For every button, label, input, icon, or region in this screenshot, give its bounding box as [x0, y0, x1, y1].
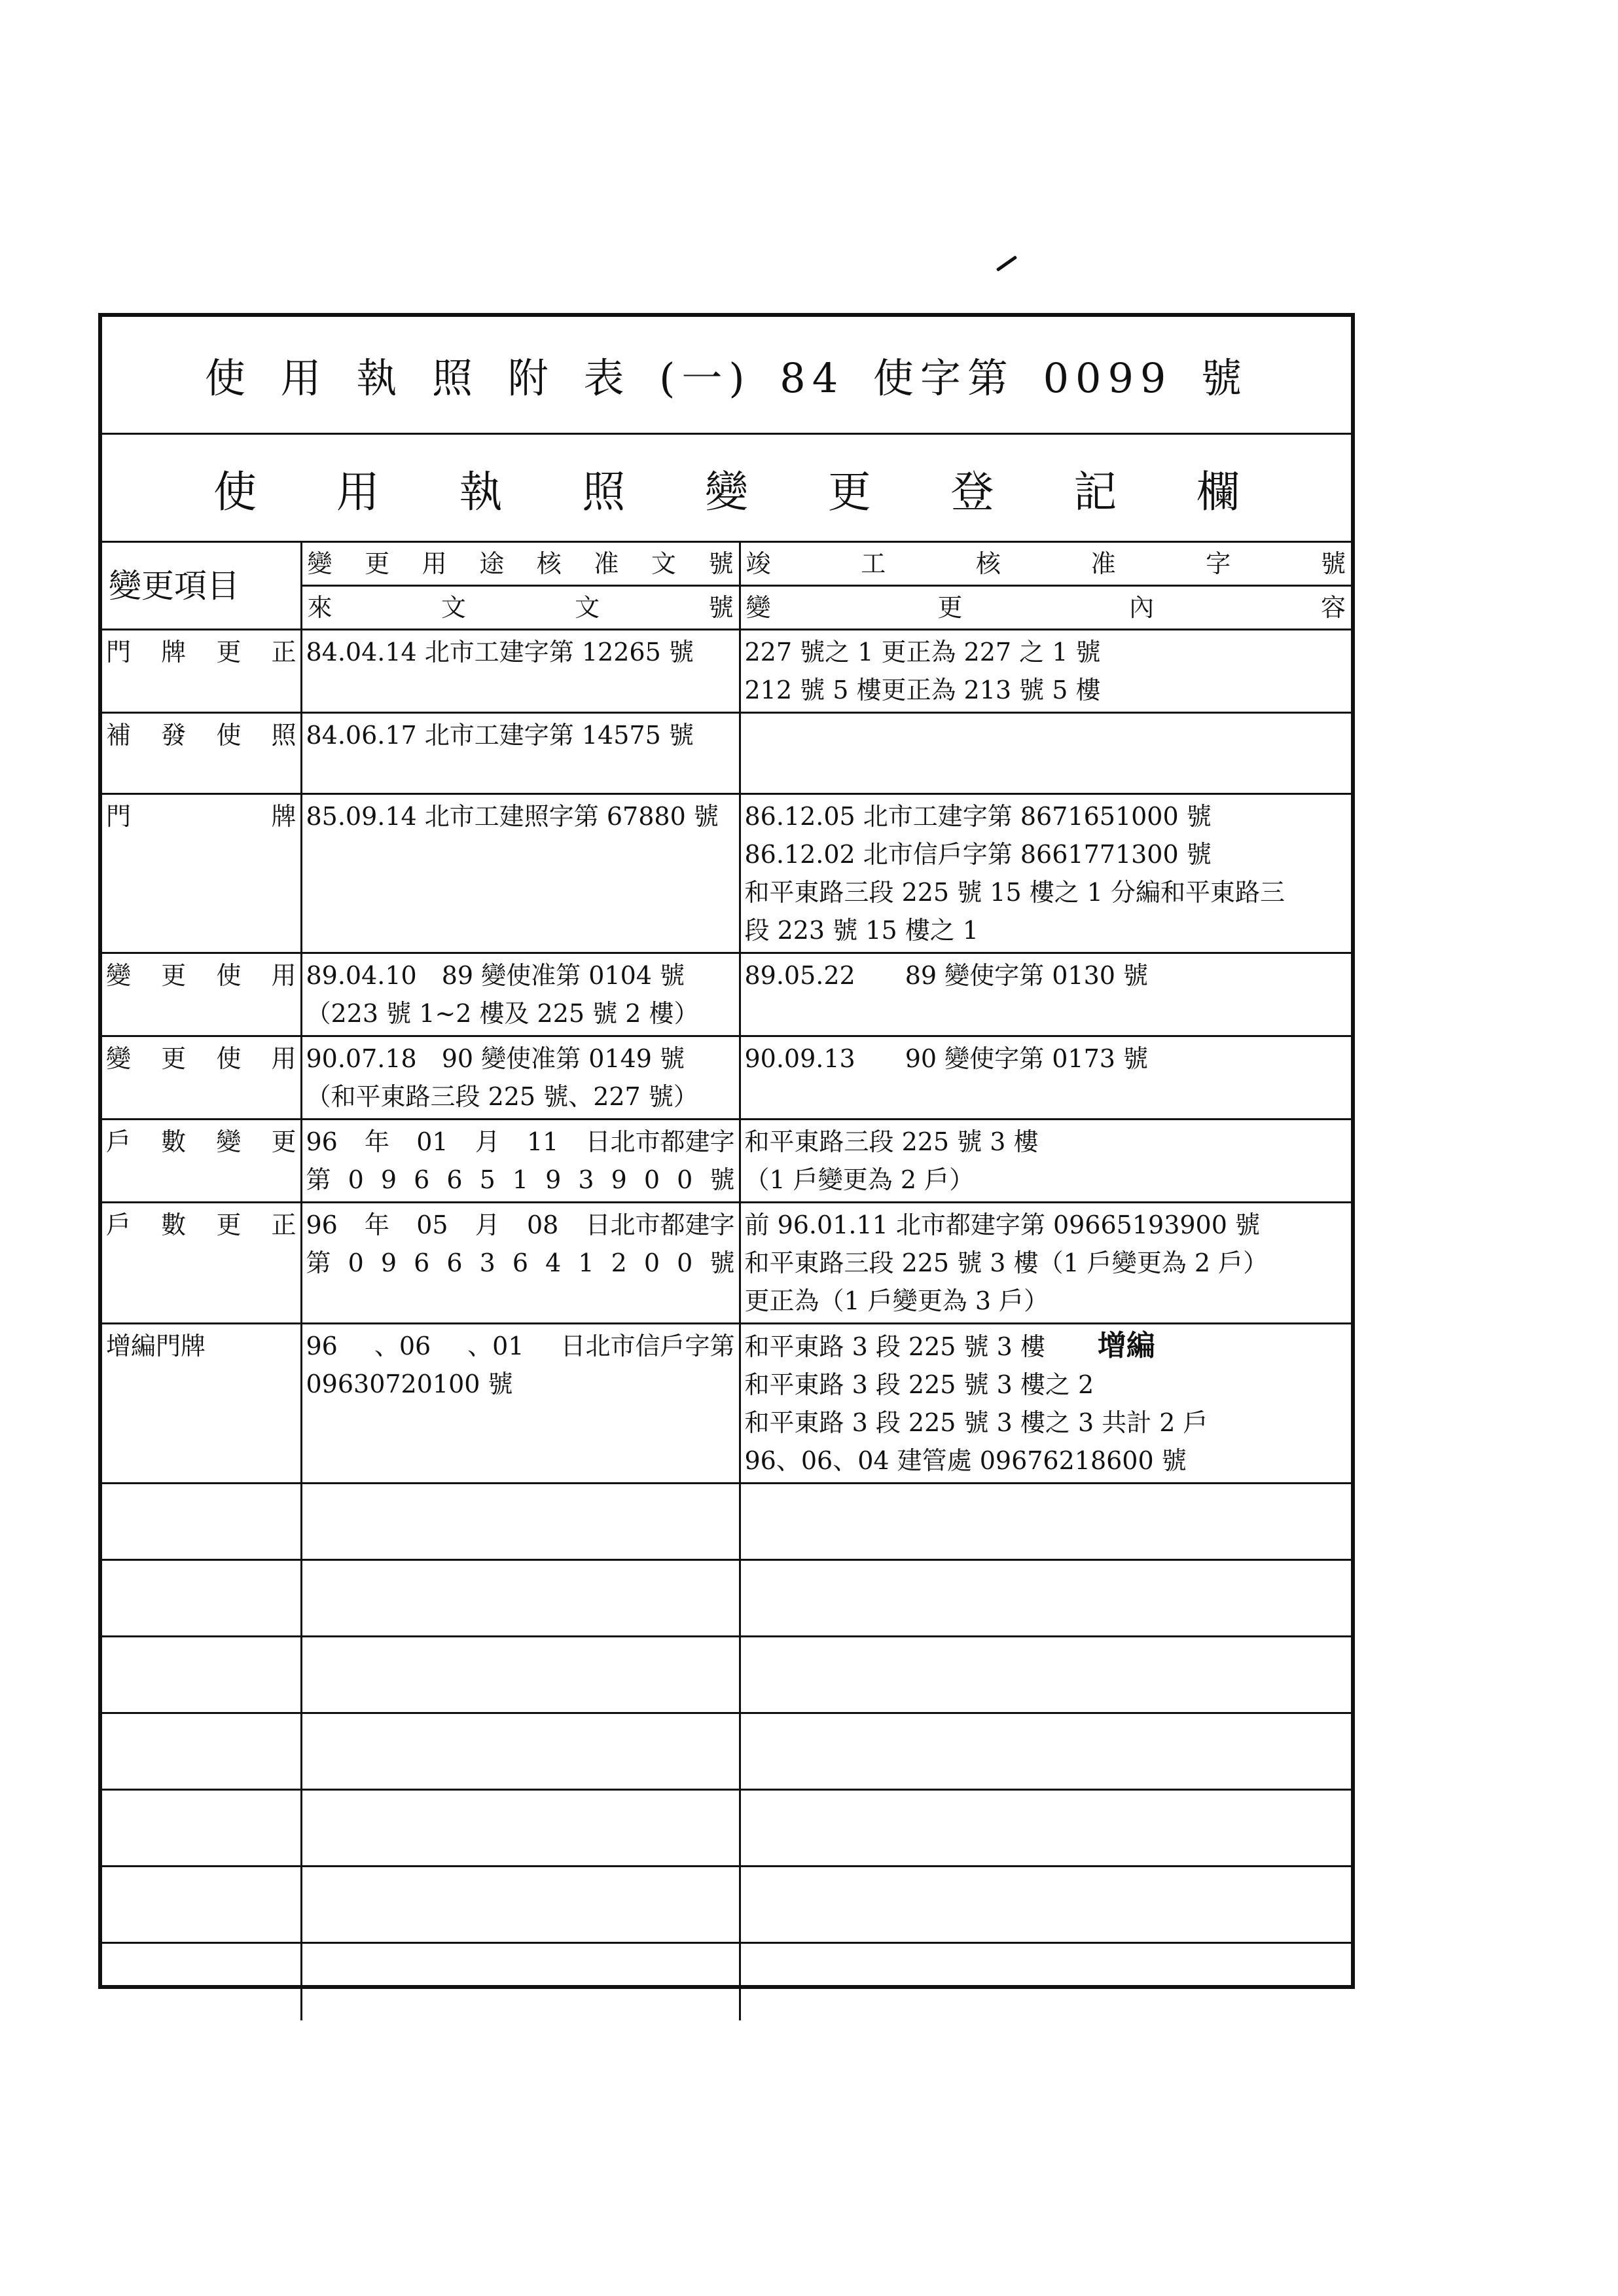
approval-doc-cell — [301, 1790, 740, 1867]
change-item-label — [106, 1040, 297, 1078]
approval-doc-line: 90.07.18 90 變使准第 0149 號 — [306, 1044, 685, 1073]
change-content-line: （1 戶變更為 2 戶） — [744, 1165, 975, 1194]
change-item-cell — [102, 1120, 301, 1203]
approval-doc-token: 號 — [710, 1165, 735, 1194]
change-item-cell — [102, 953, 301, 1036]
change-content-line: 89.05.22 89 變使字第 0130 號 — [744, 961, 1149, 990]
approval-doc-line: 85.09.14 北市工建照字第 67880 號 — [306, 802, 719, 831]
change-item-char: 變 — [216, 1127, 242, 1156]
section-title-char: 欄 — [1196, 466, 1240, 517]
change-item-char: 發 — [161, 721, 187, 750]
change-content-text: 和平東路 3 段 225 號 3 樓 — [744, 1332, 1045, 1361]
header-char: 容 — [1320, 593, 1346, 622]
header-char: 准 — [594, 549, 619, 578]
section-title-char: 登 — [950, 466, 994, 517]
approval-doc-cell — [301, 1203, 740, 1324]
change-item-char: 照 — [271, 721, 297, 750]
approval-doc-cell — [301, 1560, 740, 1637]
change-content-line: 和平東路 3 段 225 號 3 樓之 3 共計 2 戶 — [744, 1408, 1208, 1437]
change-content-line: 212 號 5 樓更正為 213 號 5 樓 — [744, 676, 1101, 704]
approval-doc-token: 月 — [475, 1211, 500, 1239]
header-char: 文 — [575, 593, 600, 622]
change-content-cell — [740, 1560, 1351, 1637]
approval-doc-cell — [301, 953, 740, 1036]
change-item-char: 用 — [271, 1044, 297, 1073]
section-title-char: 用 — [336, 466, 380, 517]
table-row — [102, 1203, 1351, 1324]
change-item-cell — [102, 1713, 301, 1790]
header-change-content — [740, 586, 1351, 630]
approval-doc-token: 5 — [479, 1165, 495, 1194]
approval-doc-token: 年 — [365, 1127, 390, 1156]
header-char: 文 — [440, 593, 466, 622]
approval-doc-token: 96 — [306, 1332, 338, 1360]
change-content-cell — [740, 1484, 1351, 1560]
approval-doc-cell — [301, 1713, 740, 1790]
change-item-label: 增編門牌 — [106, 1332, 206, 1360]
section-title — [102, 435, 1351, 543]
approval-doc-line — [306, 1161, 735, 1199]
change-item-cell — [102, 713, 301, 794]
approval-doc-line — [306, 1327, 735, 1365]
header-char: 文 — [651, 549, 676, 578]
approval-doc-token: 、01 — [467, 1332, 524, 1360]
change-item-label — [106, 1123, 297, 1161]
header-completion-doc — [740, 543, 1351, 586]
change-item-cell — [102, 1560, 301, 1637]
header-char: 竣 — [746, 549, 771, 578]
change-item-char: 變 — [106, 961, 132, 990]
empty-row — [102, 1943, 1351, 2020]
change-content-cell — [740, 794, 1351, 953]
table-row — [102, 953, 1351, 1036]
approval-doc-token: 9 — [611, 1165, 627, 1194]
empty-row — [102, 1560, 1351, 1637]
approval-doc-token: 96 — [306, 1211, 338, 1239]
change-content-cell — [740, 630, 1351, 713]
approval-doc-cell — [301, 1943, 740, 2020]
change-item-cell — [102, 1637, 301, 1713]
approval-doc-cell — [301, 713, 740, 794]
change-content-line: 86.12.05 北市工建字第 8671651000 號 — [744, 802, 1212, 831]
new-number-label: 增編 — [1097, 1329, 1155, 1362]
change-item-char: 數 — [161, 1211, 187, 1239]
empty-row — [102, 1713, 1351, 1790]
approval-doc-line — [306, 1244, 735, 1282]
table-row — [102, 1324, 1351, 1484]
header-item: 變更項目 — [102, 543, 301, 630]
change-item-cell — [102, 1484, 301, 1560]
change-item-char: 更 — [216, 638, 242, 666]
header-incoming-doc — [301, 586, 740, 630]
header-char: 號 — [708, 549, 734, 578]
change-content-line: 段 223 號 15 樓之 1 — [744, 916, 979, 945]
header-char: 變 — [307, 549, 333, 578]
table-row — [102, 794, 1351, 953]
page-title: 使 用 執 照 附 表 (一) 84 使字第 0099 號 — [102, 317, 1351, 435]
section-title-char: 更 — [827, 466, 871, 517]
change-item-char: 用 — [271, 961, 297, 990]
approval-doc-token: 6 — [512, 1248, 529, 1277]
approval-doc-token: 日北市都建字 — [585, 1211, 735, 1239]
section-title-char: 照 — [582, 466, 626, 517]
change-item-char: 正 — [271, 638, 297, 666]
header-approval-doc — [301, 543, 740, 586]
section-title-char: 記 — [1073, 466, 1117, 517]
header-char: 內 — [1129, 593, 1155, 622]
change-content-cell — [740, 1790, 1351, 1867]
change-content-cell — [740, 1036, 1351, 1120]
change-item-char: 使 — [216, 1044, 242, 1073]
approval-doc-token: 0 — [643, 1248, 660, 1277]
approval-doc-token: 0 — [348, 1248, 364, 1277]
change-content-cell — [740, 1943, 1351, 2020]
header-char: 工 — [861, 549, 886, 578]
approval-doc-token: 年 — [365, 1211, 390, 1239]
change-content-cell — [740, 953, 1351, 1036]
change-item-cell — [102, 1203, 301, 1324]
empty-row — [102, 1637, 1351, 1713]
approval-doc-line: （223 號 1~2 樓及 225 號 2 樓） — [306, 999, 699, 1028]
approval-doc-cell — [301, 1637, 740, 1713]
approval-doc-cell — [301, 630, 740, 713]
table-row — [102, 1120, 1351, 1203]
change-item-char: 更 — [161, 1044, 187, 1073]
approval-doc-cell — [301, 1324, 740, 1484]
change-item-char: 變 — [106, 1044, 132, 1073]
license-table-frame — [98, 313, 1355, 1989]
approval-doc-line — [306, 1123, 735, 1161]
approval-doc-token: 4 — [545, 1248, 562, 1277]
approval-doc-token: 0 — [677, 1165, 693, 1194]
approval-doc-token: 第 — [306, 1248, 331, 1277]
approval-doc-token: 1 — [512, 1165, 529, 1194]
change-item-cell — [102, 630, 301, 713]
approval-doc-line — [306, 1365, 735, 1403]
approval-doc-token: 月 — [475, 1127, 500, 1156]
approval-doc-token: 3 — [479, 1248, 495, 1277]
header-char: 更 — [365, 549, 390, 578]
change-content-cell — [740, 1203, 1351, 1324]
section-title-char: 變 — [705, 466, 748, 517]
approval-doc-cell — [301, 1120, 740, 1203]
approval-doc-token: 6 — [414, 1165, 430, 1194]
approval-doc-cell — [301, 794, 740, 953]
approval-doc-cell — [301, 1036, 740, 1120]
approval-doc-token: 05 — [416, 1211, 448, 1239]
change-item-char: 更 — [161, 961, 187, 990]
header-char: 字 — [1206, 549, 1231, 578]
approval-doc-token: 11 — [526, 1127, 559, 1156]
approval-doc-token: 6 — [414, 1248, 430, 1277]
approval-doc-token: 6 — [446, 1248, 463, 1277]
approval-doc-token: 96 — [306, 1127, 338, 1156]
change-item-char: 正 — [271, 1211, 297, 1239]
change-item-char: 使 — [216, 721, 242, 750]
change-content-line — [745, 1327, 1348, 1366]
change-item-char: 更 — [271, 1127, 297, 1156]
change-item-char: 門 — [106, 638, 132, 666]
change-content-line: 和平東路三段 225 號 15 樓之 1 分編和平東路三 — [744, 878, 1285, 907]
change-content-line: 90.09.13 90 變使字第 0173 號 — [744, 1044, 1149, 1073]
approval-doc-line: 84.04.14 北市工建字第 12265 號 — [306, 638, 694, 666]
approval-doc-token: 0 — [677, 1248, 693, 1277]
approval-doc-token: 日北市信戶字第 — [560, 1332, 735, 1360]
change-item-label — [106, 957, 297, 994]
approval-doc-token: 9 — [380, 1165, 397, 1194]
change-content-line: 86.12.02 北市信戶字第 8661771300 號 — [744, 840, 1212, 869]
approval-doc-token: 日北市都建字 — [585, 1127, 735, 1156]
change-item-char: 牌 — [161, 638, 187, 666]
change-item-cell — [102, 794, 301, 953]
change-record-table — [102, 543, 1351, 2020]
approval-doc-token: 9 — [545, 1165, 562, 1194]
change-item-char: 戶 — [106, 1127, 132, 1156]
change-content-cell — [740, 1120, 1351, 1203]
section-title-char: 使 — [213, 466, 257, 517]
change-content-line: 227 號之 1 更正為 227 之 1 號 — [744, 638, 1101, 666]
table-row — [102, 630, 1351, 713]
change-content-cell — [740, 713, 1351, 794]
change-item-char: 牌 — [271, 802, 297, 831]
table-row — [102, 1036, 1351, 1120]
change-item-cell — [102, 1036, 301, 1120]
change-item-char: 補 — [106, 721, 132, 750]
approval-doc-line: （和平東路三段 225 號、227 號） — [306, 1082, 698, 1111]
change-item-label — [106, 797, 297, 835]
change-item-char: 使 — [216, 961, 242, 990]
approval-doc-token: 、06 — [374, 1332, 431, 1360]
change-item-char: 門 — [106, 802, 132, 831]
header-char: 核 — [975, 549, 1001, 578]
change-content-cell — [740, 1867, 1351, 1943]
header-char: 變 — [746, 593, 771, 622]
header-char: 途 — [479, 549, 505, 578]
change-item-label — [106, 633, 297, 671]
approval-doc-token: 01 — [416, 1127, 448, 1156]
change-item-char: 數 — [161, 1127, 187, 1156]
empty-row — [102, 1790, 1351, 1867]
change-item-char: 更 — [216, 1211, 242, 1239]
change-content-line: 和平東路 3 段 225 號 3 樓之 2 — [744, 1370, 1094, 1399]
change-content-line: 前 96.01.11 北市都建字第 09665193900 號 — [744, 1211, 1260, 1239]
change-item-cell — [102, 1867, 301, 1943]
approval-doc-line: 89.04.10 89 變使准第 0104 號 — [306, 961, 685, 990]
change-item-cell — [102, 1943, 301, 2020]
header-char: 用 — [422, 549, 447, 578]
change-item-label — [106, 716, 297, 754]
approval-doc-token: 9 — [380, 1248, 397, 1277]
change-content-line: 和平東路三段 225 號 3 樓（1 戶變更為 2 戶） — [744, 1248, 1268, 1277]
empty-row — [102, 1484, 1351, 1560]
header-char: 准 — [1090, 549, 1116, 578]
approval-doc-cell — [301, 1484, 740, 1560]
approval-doc-token: 3 — [578, 1165, 594, 1194]
approval-doc-token: 第 — [306, 1165, 331, 1194]
header-char: 號 — [708, 593, 734, 622]
change-content-line: 更正為（1 戶變更為 3 戶） — [744, 1286, 1049, 1315]
change-content-cell — [740, 1324, 1351, 1484]
change-item-cell — [102, 1324, 301, 1484]
approval-doc-token: 09630720100 號 — [306, 1370, 513, 1398]
header-char: 號 — [1320, 549, 1346, 578]
change-item-char: 戶 — [106, 1211, 132, 1239]
change-item-cell — [102, 1790, 301, 1867]
change-content-cell — [740, 1637, 1351, 1713]
approval-doc-line — [306, 1206, 735, 1244]
header-char: 更 — [937, 593, 963, 622]
change-content-line: 96、06、04 建管處 09676218600 號 — [744, 1446, 1187, 1475]
approval-doc-token: 1 — [578, 1248, 594, 1277]
approval-doc-cell — [301, 1867, 740, 1943]
empty-row — [102, 1867, 1351, 1943]
approval-doc-token: 號 — [710, 1248, 735, 1277]
approval-doc-line: 84.06.17 北市工建字第 14575 號 — [306, 721, 694, 750]
header-char: 核 — [536, 549, 562, 578]
header-char: 來 — [307, 593, 333, 622]
section-title-char: 執 — [459, 466, 503, 517]
pen-mark — [996, 255, 1017, 272]
approval-doc-token: 0 — [348, 1165, 364, 1194]
approval-doc-token: 2 — [611, 1248, 627, 1277]
approval-doc-token: 08 — [526, 1211, 559, 1239]
approval-doc-token: 6 — [446, 1165, 463, 1194]
approval-doc-token: 0 — [643, 1165, 660, 1194]
table-row — [102, 713, 1351, 794]
change-item-label — [106, 1206, 297, 1244]
change-content-cell — [740, 1713, 1351, 1790]
change-content-line: 和平東路三段 225 號 3 樓 — [744, 1127, 1039, 1156]
